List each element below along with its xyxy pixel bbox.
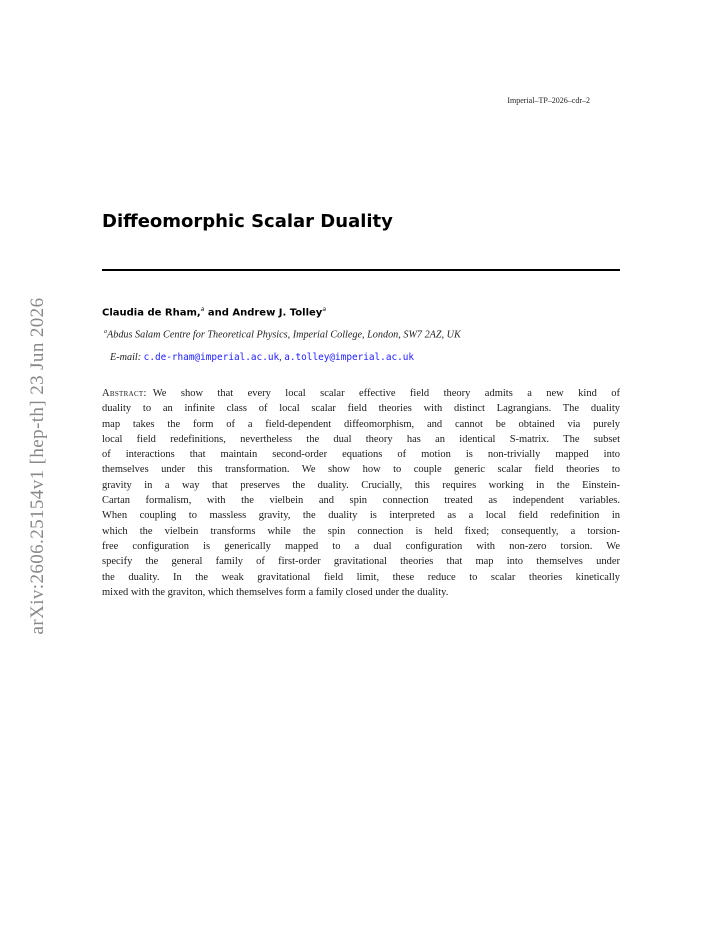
abstract-line: duality to an infinite class of local scalar field theories with distinct Lagrangians. The duality [102, 403, 620, 415]
abstract-heading: Abstract: [102, 388, 147, 399]
abstract-line: themselves under this transformation. We show how to couple generic scalar field theories to [102, 464, 620, 476]
author-list [102, 306, 326, 318]
abstract-line: mixed with the graviton, which themselves form a family closed under the duality. [102, 586, 449, 598]
affiliation [104, 329, 461, 340]
abstract-line: free configuration is generically mapped to a dual configuration with non-zero torsion. We [102, 540, 620, 552]
abstract-line: gravity in a way that preserves the duality. Crucially, this requires working in the Einstein- [102, 479, 620, 491]
author-connector: and [204, 307, 233, 319]
author-name: Andrew J. Tolley [232, 307, 323, 319]
abstract-line: local field redefinitions, nevertheless the dual theory has an identical S-matrix. The subset [102, 433, 620, 445]
email-link[interactable]: c.de-rham@imperial.ac.uk [143, 352, 280, 363]
email-separator: , [279, 352, 282, 363]
abstract-line: which the vielbein transforms while the spin connection is held fixed; consequently, a torsion- [102, 525, 620, 537]
abstract-line: map takes the form of a field-dependent diffeomorphism, and cannot be obtained via purely [102, 418, 620, 430]
abstract-line: specify the general family of first-order gravitational theories that map into themselves under [102, 556, 620, 568]
email-label: E-mail: [110, 352, 142, 363]
author-name: Claudia de Rham, [102, 307, 201, 319]
arxiv-identifier-stamp[interactable]: arXiv:2606.25154v1 [hep-th] 23 Jun 2026 [27, 297, 48, 635]
abstract-line: Cartan formalism, with the vielbein and spin connection treated as independent variables. [102, 495, 620, 507]
affiliation-mark: a [322, 306, 327, 313]
email-line [110, 352, 414, 363]
affiliation-mark: a [104, 329, 107, 335]
title-rule [102, 269, 620, 271]
abstract-line: When coupling to massless gravity, the duality is interpreted as a local field redefinition in [102, 510, 620, 522]
abstract-line: of interactions that maintain second-order equations of motion is non-trivially mapped into [102, 449, 620, 461]
abstract [102, 386, 620, 600]
paper-title: Diffeomorphic Scalar Duality [102, 211, 393, 232]
affiliation-mark: a [200, 306, 205, 313]
abstract-line: the duality. In the weak gravitational field limit, these reduce to scalar theories kinetically [102, 571, 620, 583]
email-link[interactable]: a.tolley@imperial.ac.uk [284, 352, 415, 363]
report-number: Imperial–TP–2026–cdr–2 [507, 96, 590, 105]
abstract-line-text: We show that every local scalar effective field theory admits a new kind of [152, 388, 620, 399]
abstract-line [102, 386, 620, 401]
affiliation-text: Abdus Salam Centre for Theoretical Physics, Imperial College, London, SW7 2AZ, UK [107, 329, 461, 341]
